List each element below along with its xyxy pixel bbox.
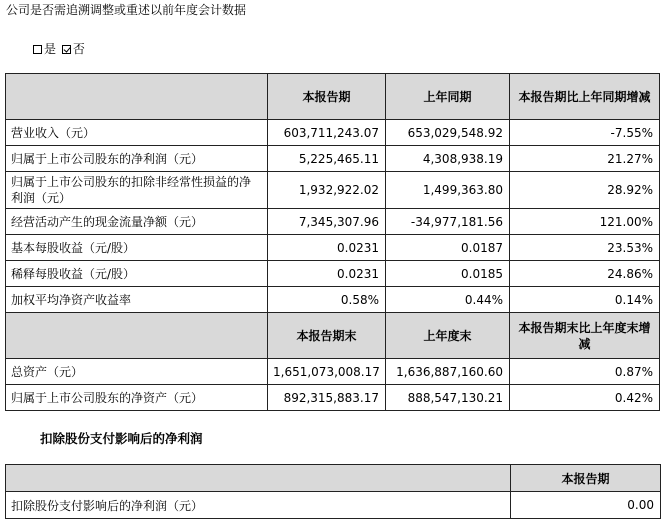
cell-prior: 0.0185 <box>386 261 510 287</box>
cell-current: 0.0231 <box>268 261 386 287</box>
row-label: 归属于上市公司股东的扣除非经常性损益的净利润（元） <box>6 172 268 209</box>
table-header-row <box>6 74 660 120</box>
header-blank <box>6 313 268 359</box>
restatement-question: 公司是否需追溯调整或重述以前年度会计数据 <box>6 3 247 17</box>
cell-change: -7.55% <box>510 120 660 146</box>
row-label: 加权平均净资产收益率 <box>6 287 268 313</box>
header-blank <box>6 465 511 492</box>
table-row <box>6 261 660 287</box>
table-row <box>6 120 660 146</box>
header-prior-period: 上年同期 <box>386 74 510 120</box>
row-label: 稀释每股收益（元/股） <box>6 261 268 287</box>
cell-prior: 653,029,548.92 <box>386 120 510 146</box>
cell-current: 0.58% <box>268 287 386 313</box>
header-current-period: 本报告期 <box>511 465 661 492</box>
cell-prior: 4,308,938.19 <box>386 146 510 172</box>
no-label: 否 <box>72 42 85 56</box>
row-label: 总资产（元） <box>6 359 268 385</box>
header-change: 本报告期末比上年度末增减 <box>510 313 660 359</box>
row-label: 营业收入（元） <box>6 120 268 146</box>
yes-checkbox[interactable] <box>33 45 42 54</box>
cell-change: 23.53% <box>510 235 660 261</box>
table-row <box>6 287 660 313</box>
row-label: 经营活动产生的现金流量净额（元） <box>6 209 268 235</box>
cell-change: 0.87% <box>510 359 660 385</box>
cell-prior: 1,499,363.80 <box>386 172 510 209</box>
header-period-end: 本报告期末 <box>268 313 386 359</box>
cell-prior: 0.0187 <box>386 235 510 261</box>
row-label: 基本每股收益（元/股） <box>6 235 268 261</box>
no-checkbox-checked[interactable] <box>62 45 71 54</box>
yes-label: 是 <box>44 42 57 56</box>
table-row <box>6 385 660 411</box>
header-current-period: 本报告期 <box>268 74 386 120</box>
net-profit-excl-share-payment-table <box>5 464 661 519</box>
row-label: 扣除股份支付影响后的净利润（元） <box>6 492 511 519</box>
cell-value: 0.00 <box>511 492 661 519</box>
cell-current: 892,315,883.17 <box>268 385 386 411</box>
cell-change: 28.92% <box>510 172 660 209</box>
table-row <box>6 359 660 385</box>
row-label: 归属于上市公司股东的净资产（元） <box>6 385 268 411</box>
cell-current: 603,711,243.07 <box>268 120 386 146</box>
header-prior-year-end: 上年度末 <box>386 313 510 359</box>
cell-change: 21.27% <box>510 146 660 172</box>
cell-current: 0.0231 <box>268 235 386 261</box>
cell-prior: 0.44% <box>386 287 510 313</box>
cell-prior: -34,977,181.56 <box>386 209 510 235</box>
table-row <box>6 172 660 209</box>
cell-change: 121.00% <box>510 209 660 235</box>
table-header-row <box>6 465 661 492</box>
header-blank <box>6 74 268 120</box>
table-row <box>6 492 661 519</box>
restatement-choice <box>33 40 85 57</box>
cell-prior: 888,547,130.21 <box>386 385 510 411</box>
cell-current: 7,345,307.96 <box>268 209 386 235</box>
cell-prior: 1,636,887,160.60 <box>386 359 510 385</box>
cell-current: 1,651,073,008.17 <box>268 359 386 385</box>
cell-change: 0.42% <box>510 385 660 411</box>
table-row <box>6 235 660 261</box>
cell-current: 5,225,465.11 <box>268 146 386 172</box>
table-row <box>6 209 660 235</box>
header-change: 本报告期比上年同期增减 <box>510 74 660 120</box>
table-header-row <box>6 313 660 359</box>
row-label: 归属于上市公司股东的净利润（元） <box>6 146 268 172</box>
table-row <box>6 146 660 172</box>
key-financial-data-table <box>5 73 660 411</box>
cell-change: 0.14% <box>510 287 660 313</box>
cell-change: 24.86% <box>510 261 660 287</box>
cell-current: 1,932,922.02 <box>268 172 386 209</box>
section-title: 扣除股份支付影响后的净利润 <box>40 431 203 446</box>
